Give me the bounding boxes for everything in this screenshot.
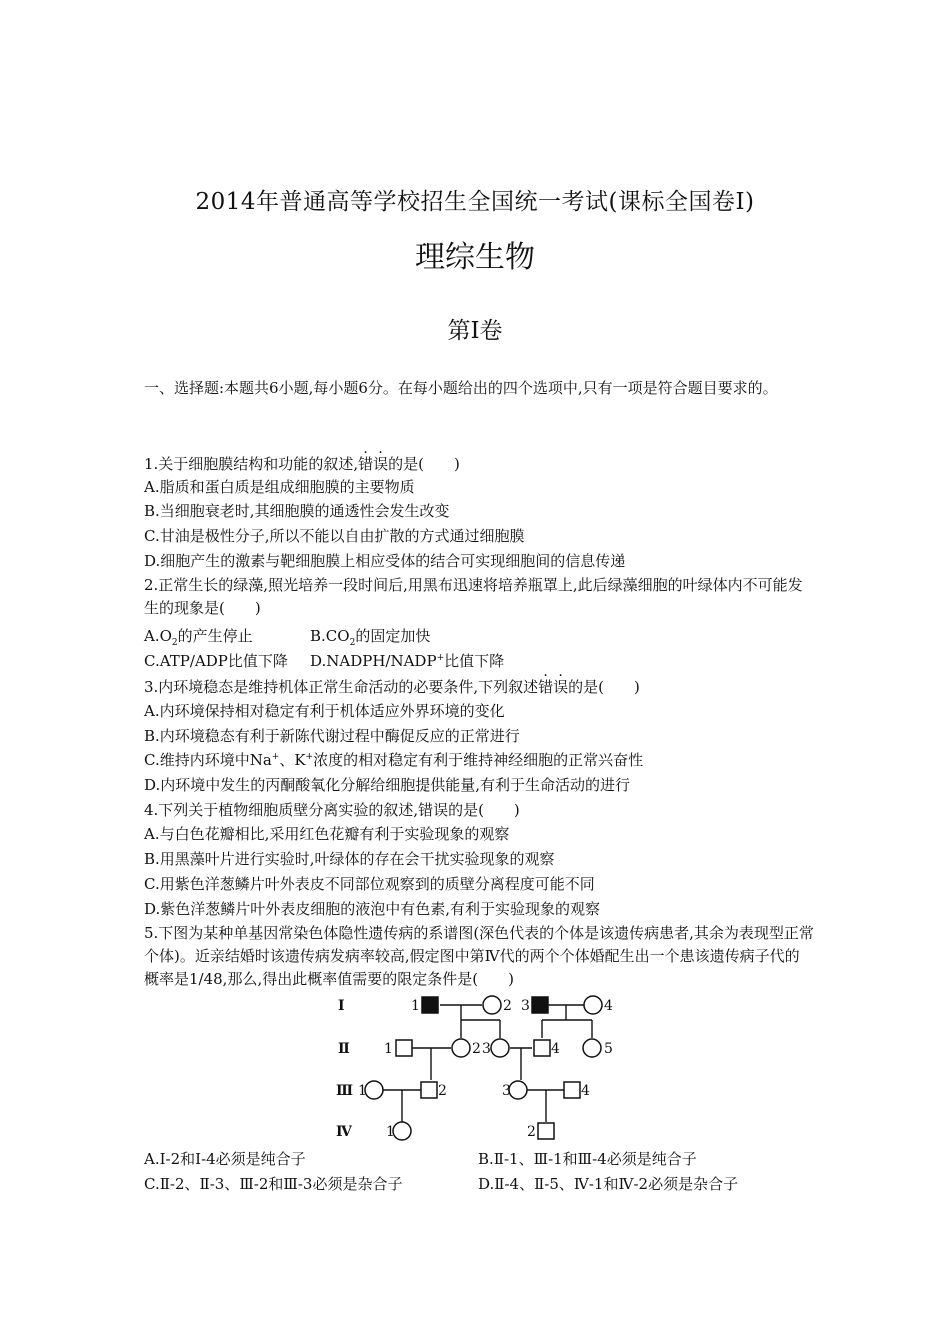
volume-title: 第Ⅰ卷	[447, 318, 503, 344]
label-iii3: 3	[502, 1083, 511, 1099]
individual-iii3-female	[509, 1081, 527, 1099]
question-2-option-d: D.NADPH/NADP+比值下降	[310, 652, 505, 670]
individual-i1-affected-male	[422, 997, 438, 1013]
label-ii3: 3	[482, 1041, 491, 1057]
question-2-stem: 2.正常生长的绿藻,照光培养一段时间后,用黑布迅速将培养瓶罩上,此后绿藻细胞的叶绿体内不可能发生的现象是( )	[144, 576, 803, 617]
exam-title: 2014年普通高等学校招生全国统一考试(课标全国卷Ⅰ)	[195, 189, 755, 215]
question-3-option-a: A.内环境保持相对稳定有利于机体适应外界环境的变化	[144, 702, 505, 720]
individual-iii4-male	[564, 1082, 580, 1098]
individual-ii4-male	[534, 1040, 550, 1056]
question-3-stem: 3.内环境稳态是维持机体正常生命活动的必要条件,下列叙述错误的是( )	[144, 678, 640, 696]
question-1-option-d: D.细胞产生的激素与靶细胞膜上相应受体的结合可实现细胞间的信息传递	[144, 552, 626, 570]
question-2-option-a: $A.O_2$的产生停止	[144, 627, 253, 648]
generation-label-iii: Ⅲ	[336, 1083, 354, 1099]
label-iv2: 2	[527, 1124, 536, 1140]
label-iii1: 1	[358, 1083, 367, 1099]
individual-ii3-female	[491, 1039, 509, 1057]
label-iv1: 1	[386, 1124, 395, 1140]
question-1-stem: 1.关于细胞膜结构和功能的叙述,错误的是( )	[144, 455, 460, 473]
individual-i2-female	[483, 996, 501, 1014]
label-i4: 4	[604, 998, 613, 1014]
generation-label-ii: Ⅱ	[338, 1041, 350, 1057]
question-5-option-b: B.Ⅱ-1、Ⅲ-1和Ⅲ-4必须是纯合子	[478, 1150, 697, 1168]
individual-ii1-male	[396, 1040, 412, 1056]
label-ii1: 1	[384, 1041, 393, 1057]
question-3-option-b: B.内环境稳态有利于新陈代谢过程中酶促反应的正常进行	[144, 727, 520, 745]
label-i3: 3	[521, 998, 530, 1014]
question-2-options-cd	[144, 650, 505, 672]
question-4-option-c: C.用紫色洋葱鳞片叶外表皮不同部位观察到的质壁分离程度可能不同	[144, 875, 595, 893]
question-5-option-d: D.Ⅱ-4、Ⅱ-5、Ⅳ-1和Ⅳ-2必须是杂合子	[478, 1175, 739, 1193]
label-i2: 2	[503, 998, 512, 1014]
question-3-option-c: C.维持内环境中Na+、K+浓度的相对稳定有利于维持神经细胞的正常兴奋性	[144, 751, 644, 769]
pedigree-chart	[330, 992, 650, 1142]
question-4-option-b: B.用黑藻叶片进行实验时,叶绿体的存在会干扰实验现象的观察	[144, 850, 555, 868]
label-iii2: 2	[438, 1083, 447, 1099]
question-4-option-a: A.与白色花瓣相比,采用红色花瓣有利于实验现象的观察	[144, 825, 510, 843]
question-1-option-c: C.甘油是极性分子,所以不能以自由扩散的方式通过细胞膜	[144, 527, 525, 545]
question-2-option-b: $B.CO_2$的固定加快	[310, 627, 431, 648]
question-5-option-a: A.Ⅰ-2和Ⅰ-4必须是纯合子	[144, 1150, 306, 1168]
individual-iii2-male	[421, 1082, 437, 1098]
question-5-option-c: C.Ⅱ-2、Ⅱ-3、Ⅲ-2和Ⅲ-3必须是杂合子	[144, 1175, 403, 1193]
individual-i4-female	[584, 996, 602, 1014]
label-ii4: 4	[551, 1041, 560, 1057]
label-ii2: 2	[472, 1041, 481, 1057]
individual-ii5-female	[583, 1039, 601, 1057]
question-2-options-ab	[144, 625, 431, 648]
label-iii4: 4	[581, 1083, 590, 1099]
question-2-option-c: C.ATP/ADP比值下降	[144, 652, 288, 670]
label-i1: 1	[411, 998, 420, 1014]
question-5-stem: 5.下图为某种单基因常染色体隐性遗传病的系谱图(深色代表的个体是该遗传病患者,其余为表现型正常个体)。近亲结婚时该遗传病发病率较高,假定图中第Ⅳ代的两个个体婚配生出一个患该遗传病子代的概率是1/48,那么,得出此概率值需要的限定条件是( )	[144, 924, 814, 988]
section-instructions: 一、选择题:本题共6小题,每小题6分。在每小题给出的四个选项中,只有一项是符合题目要求的。	[144, 379, 778, 397]
question-3-option-d: D.内环境中发生的丙酮酸氧化分解给细胞提供能量,有利于生命活动的进行	[144, 776, 631, 794]
individual-ii2-female	[452, 1039, 470, 1057]
question-4-option-d: D.紫色洋葱鳞片叶外表皮细胞的液泡中有色素,有利于实验现象的观察	[144, 900, 601, 918]
question-1-option-a: A.脂质和蛋白质是组成细胞膜的主要物质	[144, 478, 415, 496]
subject-title: 理综生物	[415, 240, 535, 275]
generation-label-i: Ⅰ	[338, 998, 345, 1014]
question-1-option-b: B.当细胞衰老时,其细胞膜的通透性会发生改变	[144, 502, 450, 520]
individual-iv2-male	[538, 1123, 554, 1139]
label-ii5: 5	[604, 1041, 613, 1057]
individual-iii1-female	[365, 1081, 383, 1099]
question-4-stem: 4.下列关于植物细胞质壁分离实验的叙述,错误的是( )	[144, 801, 520, 819]
individual-iv1-female	[393, 1122, 411, 1140]
generation-label-iv: Ⅳ	[336, 1124, 352, 1140]
individual-i3-affected-male	[532, 997, 548, 1013]
